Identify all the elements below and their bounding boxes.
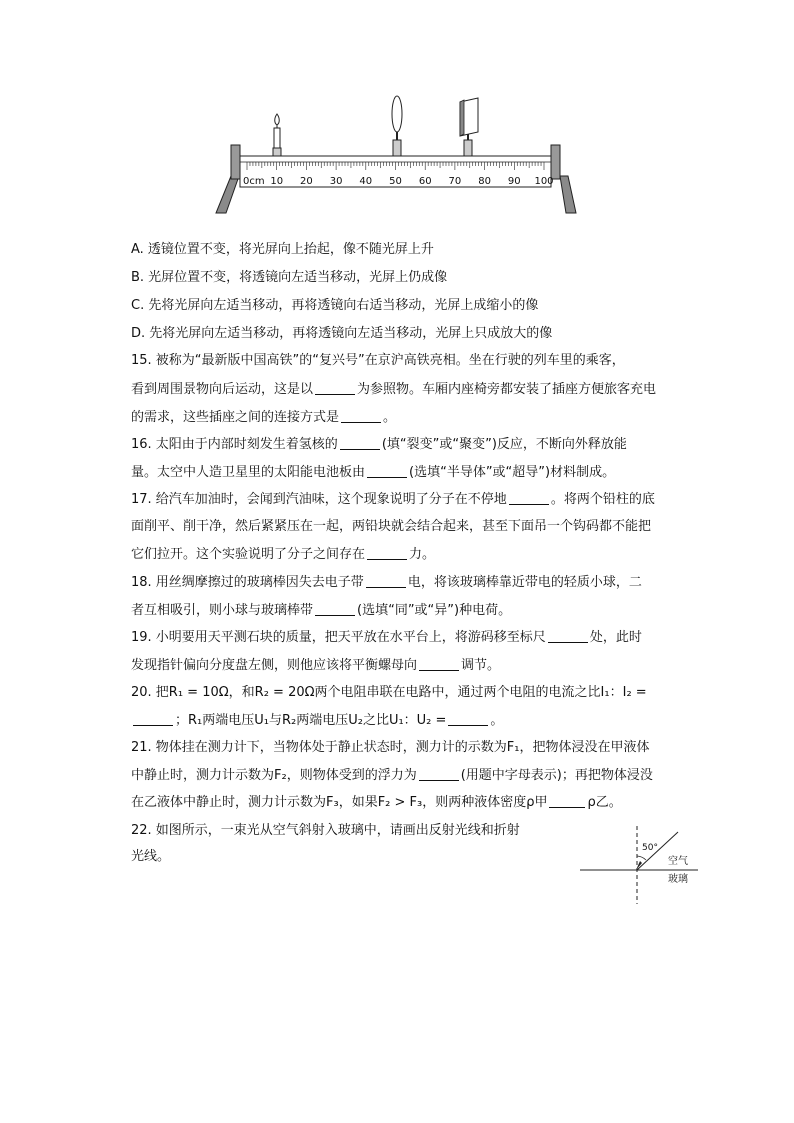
convex-lens xyxy=(392,96,402,156)
answer-blank[interactable] xyxy=(133,711,173,726)
bench-left-post xyxy=(231,145,240,179)
scale-label: 70 xyxy=(448,176,462,187)
q16-line1: 16. 太阳由于内部时刻发生着氢核的 (填“裂变”或“聚变”)反应，不断向外释放能 xyxy=(131,437,627,452)
option-d: D. 先将光屏向左适当移动，再将透镜向左适当移动，光屏上只成放大的像 xyxy=(131,326,553,341)
answer-blank[interactable] xyxy=(315,601,355,616)
answer-blank[interactable] xyxy=(548,628,588,643)
q16-line2: 量。太空中人造卫星里的太阳能电池板由 (选填“半导体”或“超导”)材料制成。 xyxy=(131,465,616,480)
q19-line2: 发现指针偏向分度盘左侧，则他应该将平衡螺母向 调节。 xyxy=(131,658,501,673)
q17-line3: 它们拉开。这个实验说明了分子之间存在 力。 xyxy=(131,547,436,562)
scale-label: 80 xyxy=(478,176,491,187)
answer-blank[interactable] xyxy=(549,793,585,808)
scale-label: 30 xyxy=(329,176,343,187)
q20-line1: 20. 把R₁ = 10Ω，和R₂ = 20Ω两个电阻串联在电路中，通过两个电阻的电流之比I₁：I₂ = xyxy=(131,685,647,700)
q17-line2: 面削平、削干净，然后紧紧压在一起，两铅块就会结合起来，甚至下面吊一个钩码都不能把 xyxy=(131,519,652,534)
angle-arc xyxy=(637,856,646,860)
scale-label: 10 xyxy=(270,176,284,187)
answer-blank[interactable] xyxy=(340,435,380,450)
option-c: C. 先将光屏向左适当移动，再将透镜向右适当移动，光屏上成缩小的像 xyxy=(131,298,539,313)
q22-line2: 光线。 xyxy=(131,849,171,864)
air-label: 空气 xyxy=(668,856,688,867)
scale-label: 100 xyxy=(534,176,554,187)
answer-blank[interactable] xyxy=(341,408,381,423)
answer-blank[interactable] xyxy=(367,545,407,560)
glass-label: 玻璃 xyxy=(668,874,688,885)
q15-line3: 的需求，这些插座之间的连接方式是 。 xyxy=(131,410,397,425)
bench-right-post xyxy=(551,145,560,179)
answer-blank[interactable] xyxy=(509,490,549,505)
answer-blank[interactable] xyxy=(419,656,459,671)
answer-blank[interactable] xyxy=(367,463,407,478)
q17-line1: 17. 给汽车加油时，会闻到汽油味，这个现象说明了分子在不停地 。将两个铅柱的底 xyxy=(131,492,655,507)
answer-blank[interactable] xyxy=(315,380,355,395)
q21-line2: 中静止时，测力计示数为F₂，则物体受到的浮力为 (用题中字母表示)；再把物体浸没 xyxy=(131,768,653,783)
q18-line2: 者互相吸引，则小球与玻璃棒带 (选填“同”或“异”)种电荷。 xyxy=(131,603,512,618)
q19-line1: 19. 小明要用天平测石块的质量，把天平放在水平台上，将游码移至标尺 处，此时 xyxy=(131,630,642,645)
q21-line1: 21. 物体挂在测力计下，当物体处于静止状态时，测力计的示数为F₁，把物体浸没在甲液体 xyxy=(131,740,650,755)
scale-label: 90 xyxy=(507,176,521,187)
light-screen xyxy=(460,98,478,156)
refraction-figure xyxy=(580,824,710,904)
option-b: B. 光屏位置不变，将透镜向左适当移动，光屏上仍成像 xyxy=(131,270,448,285)
q15-line2: 看到周围景物向后运动，这是以 为参照物。车厢内座椅旁都安装了插座方便旅客充电 xyxy=(131,382,657,397)
bench-right-leg xyxy=(560,176,576,213)
q18-line1: 18. 用丝绸摩擦过的玻璃棒因失去电子带 电，将该玻璃棒靠近带电的轻质小球，二 xyxy=(131,575,642,590)
angle-label: 50° xyxy=(642,843,658,853)
answer-blank[interactable] xyxy=(419,766,459,781)
optical-bench-figure xyxy=(200,88,600,223)
bench-left-leg xyxy=(216,176,239,213)
candle xyxy=(273,114,281,156)
scale-label: 50 xyxy=(389,176,402,187)
option-a: A. 透镜位置不变，将光屏向上抬起，像不随光屏上升 xyxy=(131,242,434,257)
scale-label: 60 xyxy=(418,176,432,187)
scale-label: 20 xyxy=(300,176,313,187)
answer-blank[interactable] xyxy=(366,573,406,588)
q20-line2: ；R₁两端电压U₁与R₂两端电压U₂之比U₁：U₂ = 。 xyxy=(131,710,503,732)
q15-line1: 15. 被称为“最新版中国高铁”的“复兴号”在京沪高铁亮相。坐在行驶的列车里的乘客， xyxy=(131,353,625,368)
scale-label: 0cm xyxy=(243,176,265,187)
q22-line1: 22. 如图所示，一束光从空气斜射入玻璃中，请画出反射光线和折射 xyxy=(131,823,520,838)
scale-label: 40 xyxy=(359,176,373,187)
answer-blank[interactable] xyxy=(448,711,488,726)
q21-line3: 在乙液体中静止时，测力计示数为F₃，如果F₂ > F₃，则两种液体密度ρ甲 ρ乙。 xyxy=(131,795,622,810)
